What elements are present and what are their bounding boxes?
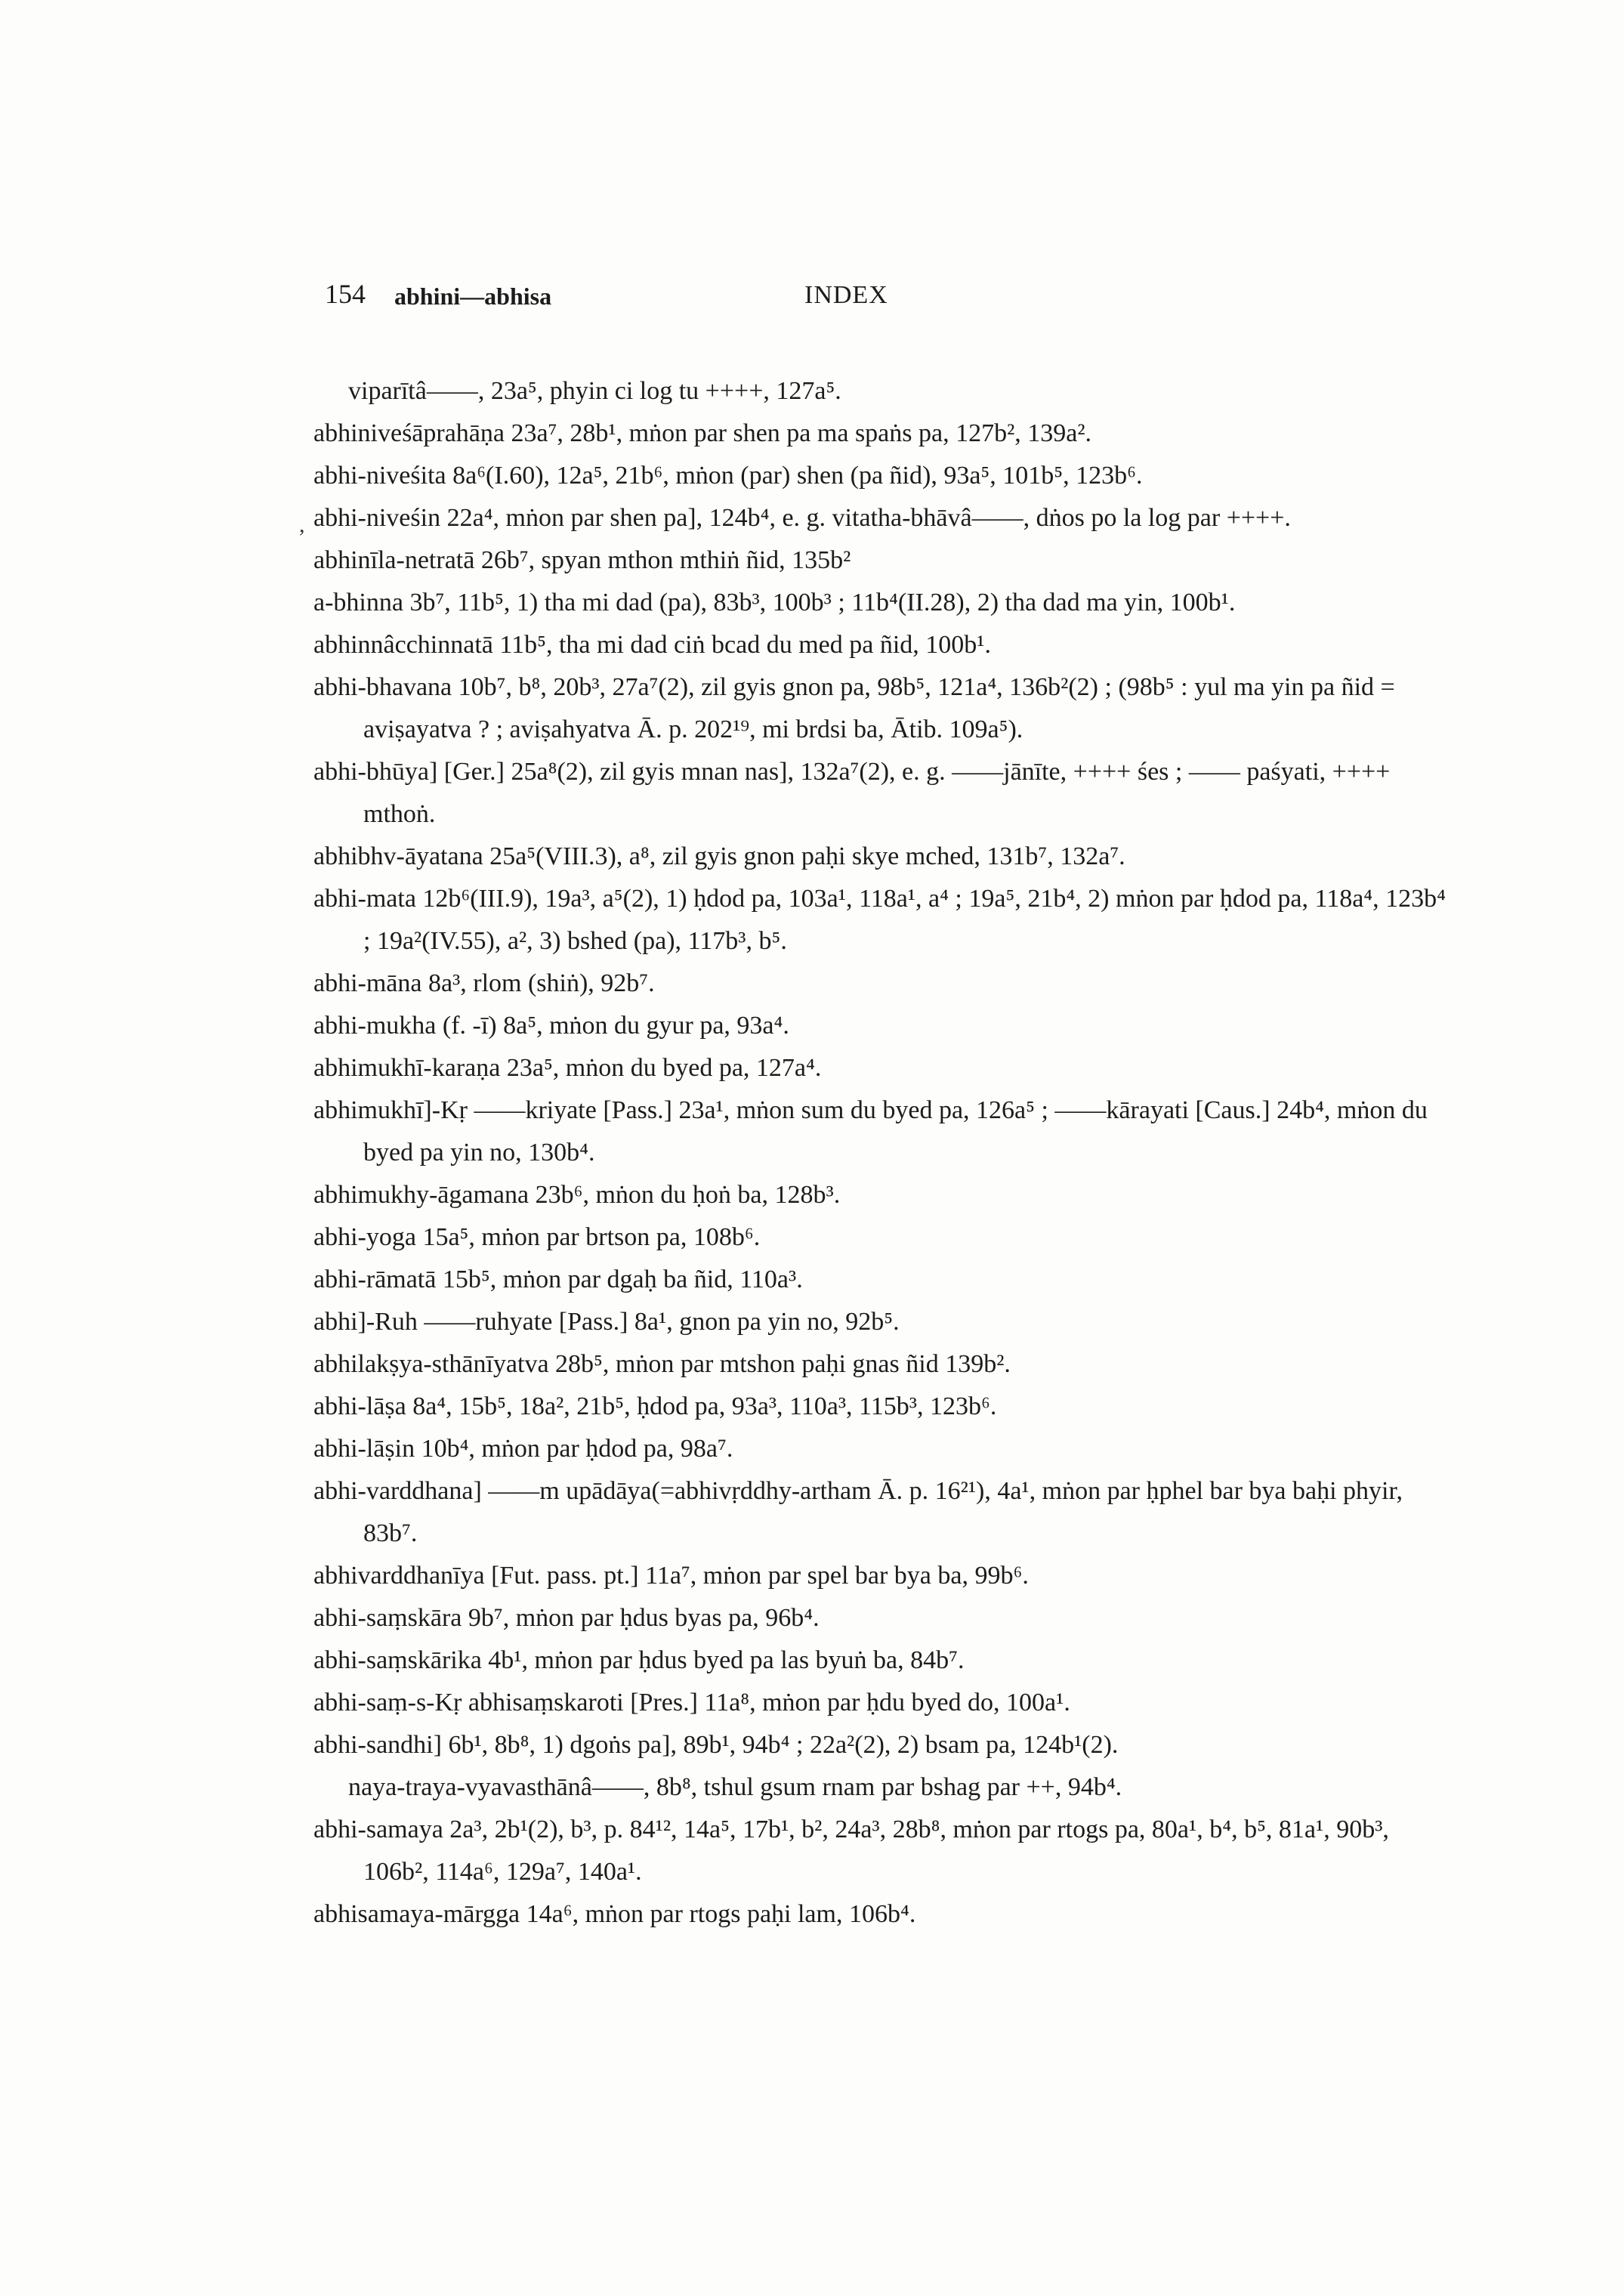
index-entry: naya-traya-vyavasthānâ——, 8b⁸, tshul gsum rnam par bshag par ++, 94b⁴. (348, 1773, 1122, 1801)
index-entry: abhi]-Ruh ——ruhyate [Pass.] 8a¹, gnon pa yin no, 92b⁵. (313, 1308, 900, 1336)
index-entry: abhimukhī]-Kṛ ——kriyate [Pass.] 23a¹, mṅon sum du byed pa, 126a⁵ ; ——kārayati [Caus.] 24b⁴, mṅon du byed pa yin no, 130b⁴. (313, 1096, 1428, 1167)
index-entry: abhinīla-netratā 26b⁷, spyan mthon mthiṅ ñid, 135b² (313, 546, 851, 574)
index-entry: abhimukhī-karaṇa 23a⁵, mṅon du byed pa, 127a⁴. (313, 1054, 822, 1082)
index-entry: abhi-bhavana 10b⁷, b⁸, 20b³, 27a⁷(2), zil gyis gnon pa, 98b⁵, 121a⁴, 136b²(2) ; (98b⁵ : yul ma yin pa ñid = aviṣayatva ? ; aviṣahyatva Ā. p. 202¹⁹, mi brdsi ba, Ātib. 109a⁵). (313, 673, 1395, 743)
page-title: INDEX (804, 281, 888, 309)
index-entry: abhi-mata 12b⁶(III.9), 19a³, a⁵(2), 1) ḥdod pa, 103a¹, 118a¹, a⁴ ; 19a⁵, 21b⁴, 2) mṅon par ḥdod pa, 118a⁴, 123b⁴ ; 19a²(IV.55), a², 3) bshed (pa), 117b³, b⁵. (313, 885, 1446, 955)
index-entry: abhi-bhūya] [Ger.] 25a⁸(2), zil gyis mnan nas], 132a⁷(2), e. g. ——jānīte, ++++ śes ; —— paśyati, ++++ mthoṅ. (313, 758, 1391, 828)
index-entry: abhi-rāmatā 15b⁵, mṅon par dgaḥ ba ñid, 110a³. (313, 1265, 803, 1293)
page-header (325, 278, 1382, 323)
margin-mark: , (299, 512, 305, 537)
index-entry: abhi-niveśita 8a⁶(I.60), 12a⁵, 21b⁶, mṅon (par) shen (pa ñid), 93a⁵, 101b⁵, 123b⁶. (313, 462, 1143, 490)
index-entry: abhi-varddhana] ——m upādāya(=abhivṛddhy-artham Ā. p. 16²¹), 4a¹, mṅon par ḥphel bar bya baḥi phyir, 83b⁷. (313, 1477, 1403, 1547)
index-entry: abhi-saṃskārika 4b¹, mṅon par ḥdus byed pa las byuṅ ba, 84b⁷. (313, 1646, 965, 1674)
index-entry: abhi-saṃ-s-Kṛ abhisaṃskaroti [Pres.] 11a⁸, mṅon par ḥdu byed do, 100a¹. (313, 1689, 1070, 1717)
index-entry: abhi-samaya 2a³, 2b¹(2), b³, p. 84¹², 14a⁵, 17b¹, b², 24a³, 28b⁸, mṅon par rtogs pa, 80a¹, b⁴, b⁵, 81a¹, 90b³, 106b², 114a⁶, 129a⁷, 140a¹. (313, 1815, 1389, 1886)
index-entry: abhivarddhanīya [Fut. pass. pt.] 11a⁷, mṅon par spel bar bya ba, 99b⁶. (313, 1562, 1029, 1590)
index-entry: abhinnâcchinnatā 11b⁵, tha mi dad ciṅ bcad du med pa ñid, 100b¹. (313, 631, 991, 659)
index-entry: abhiniveśāprahāṇa 23a⁷, 28b¹, mṅon par shen pa ma spaṅs pa, 127b², 139a². (313, 419, 1092, 447)
index-entry: viparītâ——, 23a⁵, phyin ci log tu ++++, 127a⁵. (348, 377, 841, 405)
index-entry: abhi-māna 8a³, rlom (shiṅ), 92b⁷. (313, 969, 655, 997)
page-number: 154 (325, 279, 366, 309)
index-entry: abhi-sandhi] 6b¹, 8b⁸, 1) dgoṅs pa], 89b¹, 94b⁴ ; 22a²(2), 2) bsam pa, 124b¹(2). (313, 1731, 1119, 1759)
index-entry: abhimukhy-āgamana 23b⁶, mṅon du ḥoṅ ba, 128b³. (313, 1181, 841, 1209)
index-entry: abhi-mukha (f. -ī) 8a⁵, mṅon du gyur pa, 93a⁴. (313, 1012, 789, 1040)
index-entry: abhi-lāṣa 8a⁴, 15b⁵, 18a², 21b⁵, ḥdod pa, 93a³, 110a³, 115b³, 123b⁶. (313, 1392, 997, 1420)
index-entry: a-bhinna 3b⁷, 11b⁵, 1) tha mi dad (pa), 83b³, 100b³ ; 11b⁴(II.28), 2) tha dad ma yin, 100b¹. (313, 589, 1236, 616)
index-entry: abhisamaya-mārgga 14a⁶, mṅon par rtogs paḥi lam, 106b⁴. (313, 1900, 916, 1928)
index-entry: abhi-yoga 15a⁵, mṅon par brtson pa, 108b⁶. (313, 1223, 761, 1251)
index-entries (313, 370, 1454, 1936)
index-entry: abhibhv-āyatana 25a⁵(VIII.3), a⁸, zil gyis gnon paḥi skye mched, 131b⁷, 132a⁷. (313, 842, 1125, 870)
index-entry: abhi-lāṣin 10b⁴, mṅon par ḥdod pa, 98a⁷. (313, 1435, 733, 1463)
index-entry: abhi-niveśin 22a⁴, mṅon par shen pa], 124b⁴, e. g. vitatha-bhāvâ——, dṅos po la log par ++++. (313, 504, 1291, 532)
index-entry: abhilakṣya-sthānīyatva 28b⁵, mṅon par mtshon paḥi gnas ñid 139b². (313, 1350, 1011, 1378)
index-entry: abhi-saṃskāra 9b⁷, mṅon par ḥdus byas pa, 96b⁴. (313, 1604, 820, 1632)
entry-range: abhini—abhisa (394, 283, 552, 310)
